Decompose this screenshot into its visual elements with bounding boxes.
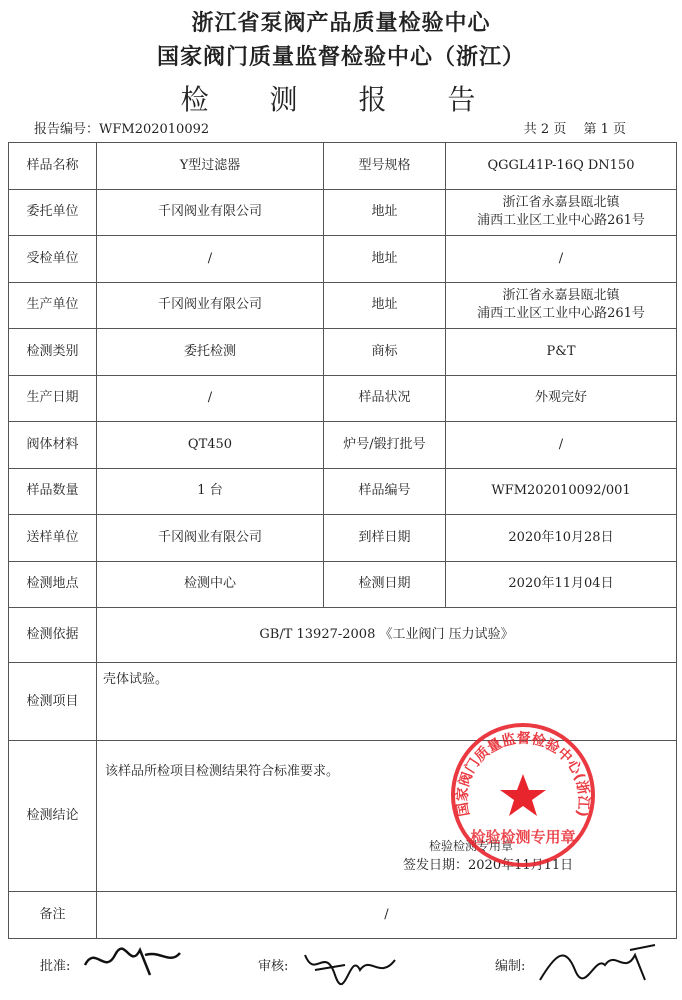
cell-label-a: 受检单位 bbox=[9, 236, 97, 283]
table-row bbox=[9, 236, 677, 283]
cell-label-a: 委托单位 bbox=[9, 189, 97, 236]
items-label: 检测项目 bbox=[9, 663, 97, 741]
seal-caption: 检验检测专用章 bbox=[429, 839, 514, 853]
cell-value-b: 浙江省永嘉县瓯北镇 浦西工业区工业中心路261号 bbox=[446, 189, 677, 236]
table-row bbox=[9, 143, 677, 190]
table-row bbox=[9, 515, 677, 562]
remark-value: / bbox=[97, 892, 677, 939]
cell-label-b: 地址 bbox=[324, 236, 446, 283]
conclusion-value: 该样品所检项目检测结果符合标准要求。 bbox=[105, 764, 340, 779]
cell-value-a: 委托检测 bbox=[97, 329, 324, 376]
cell-value-a: / bbox=[97, 375, 324, 422]
basis-label: 检测依据 bbox=[9, 608, 97, 663]
cell-label-b: 型号规格 bbox=[324, 143, 446, 190]
review-label: 审核: bbox=[258, 959, 289, 974]
institute-name: 浙江省泵阀产品质量检验中心 bbox=[191, 11, 491, 36]
cell-label-b: 商标 bbox=[324, 329, 446, 376]
table-row bbox=[9, 422, 677, 469]
cell-label-a: 送样单位 bbox=[9, 515, 97, 562]
cell-value-a: 千冈阀业有限公司 bbox=[97, 189, 324, 236]
conclusion-label: 检测结论 bbox=[9, 741, 97, 892]
cell-label-b: 地址 bbox=[324, 189, 446, 236]
table-row bbox=[9, 375, 677, 422]
reviewer-signature bbox=[295, 935, 405, 990]
cell-label-a: 阀体材料 bbox=[9, 422, 97, 469]
official-seal bbox=[450, 722, 596, 868]
basis-value: GB/T 13927-2008 《工业阀门 压力试验》 bbox=[97, 608, 677, 663]
cell-label-a: 生产单位 bbox=[9, 282, 97, 329]
cell-label-b: 检测日期 bbox=[324, 561, 446, 608]
cell-value-b: 外观完好 bbox=[446, 375, 677, 422]
cell-label-b: 样品状况 bbox=[324, 375, 446, 422]
cell-value-b: / bbox=[446, 236, 677, 283]
table-row bbox=[9, 329, 677, 376]
cell-value-a: QT450 bbox=[97, 422, 324, 469]
cell-label-a: 检测类别 bbox=[9, 329, 97, 376]
approve-label: 批准: bbox=[40, 959, 71, 974]
seal-bottom-text: 检验检测专用章 bbox=[470, 828, 576, 846]
table-row bbox=[9, 282, 677, 329]
cell-value-b: P&T bbox=[446, 329, 677, 376]
table-row bbox=[9, 561, 677, 608]
cell-value-a: Y型过滤器 bbox=[97, 143, 324, 190]
cell-value-b: WFM202010092/001 bbox=[446, 468, 677, 515]
national-center-name: 国家阀门质量监督检验中心（浙江） bbox=[156, 45, 525, 70]
items-value: 壳体试验。 bbox=[97, 663, 677, 741]
cell-label-a: 生产日期 bbox=[9, 375, 97, 422]
cell-value-b: 浙江省永嘉县瓯北镇 浦西工业区工业中心路261号 bbox=[446, 282, 677, 329]
report-title: 检 测 报 告 bbox=[180, 83, 502, 116]
cell-value-a: 千冈阀业有限公司 bbox=[97, 515, 324, 562]
cell-label-b: 炉号/锻打批号 bbox=[324, 422, 446, 469]
approver-signature bbox=[80, 935, 190, 985]
cell-label-b: 地址 bbox=[324, 282, 446, 329]
table-row bbox=[9, 892, 677, 939]
cell-value-b: QGGL41P-16Q DN150 bbox=[446, 143, 677, 190]
cell-value-a: 1 台 bbox=[97, 468, 324, 515]
table-row bbox=[9, 189, 677, 236]
cell-label-a: 检测地点 bbox=[9, 561, 97, 608]
compiler-signature bbox=[535, 935, 665, 990]
seal-ring-text: 国家阀门质量监督检验中心(浙江) bbox=[454, 730, 592, 819]
cell-value-b: 2020年11月04日 bbox=[446, 561, 677, 608]
issue-date: 签发日期：2020年11月11日 bbox=[403, 858, 574, 873]
cell-value-a: 千冈阀业有限公司 bbox=[97, 282, 324, 329]
cell-value-a: 检测中心 bbox=[97, 561, 324, 608]
cell-label-b: 到样日期 bbox=[324, 515, 446, 562]
cell-value-a: / bbox=[97, 236, 324, 283]
cell-label-a: 样品名称 bbox=[9, 143, 97, 190]
cell-value-b: / bbox=[446, 422, 677, 469]
table-row bbox=[9, 608, 677, 663]
cell-label-b: 样品编号 bbox=[324, 468, 446, 515]
compile-label: 编制: bbox=[495, 959, 526, 974]
page-count: 共 2 页 第 1 页 bbox=[523, 122, 626, 137]
cell-label-a: 样品数量 bbox=[9, 468, 97, 515]
report-number: 报告编号：WFM202010092 bbox=[34, 122, 210, 137]
remark-label: 备注 bbox=[9, 892, 97, 939]
star-icon bbox=[500, 774, 546, 816]
table-row bbox=[9, 468, 677, 515]
cell-value-b: 2020年10月28日 bbox=[446, 515, 677, 562]
